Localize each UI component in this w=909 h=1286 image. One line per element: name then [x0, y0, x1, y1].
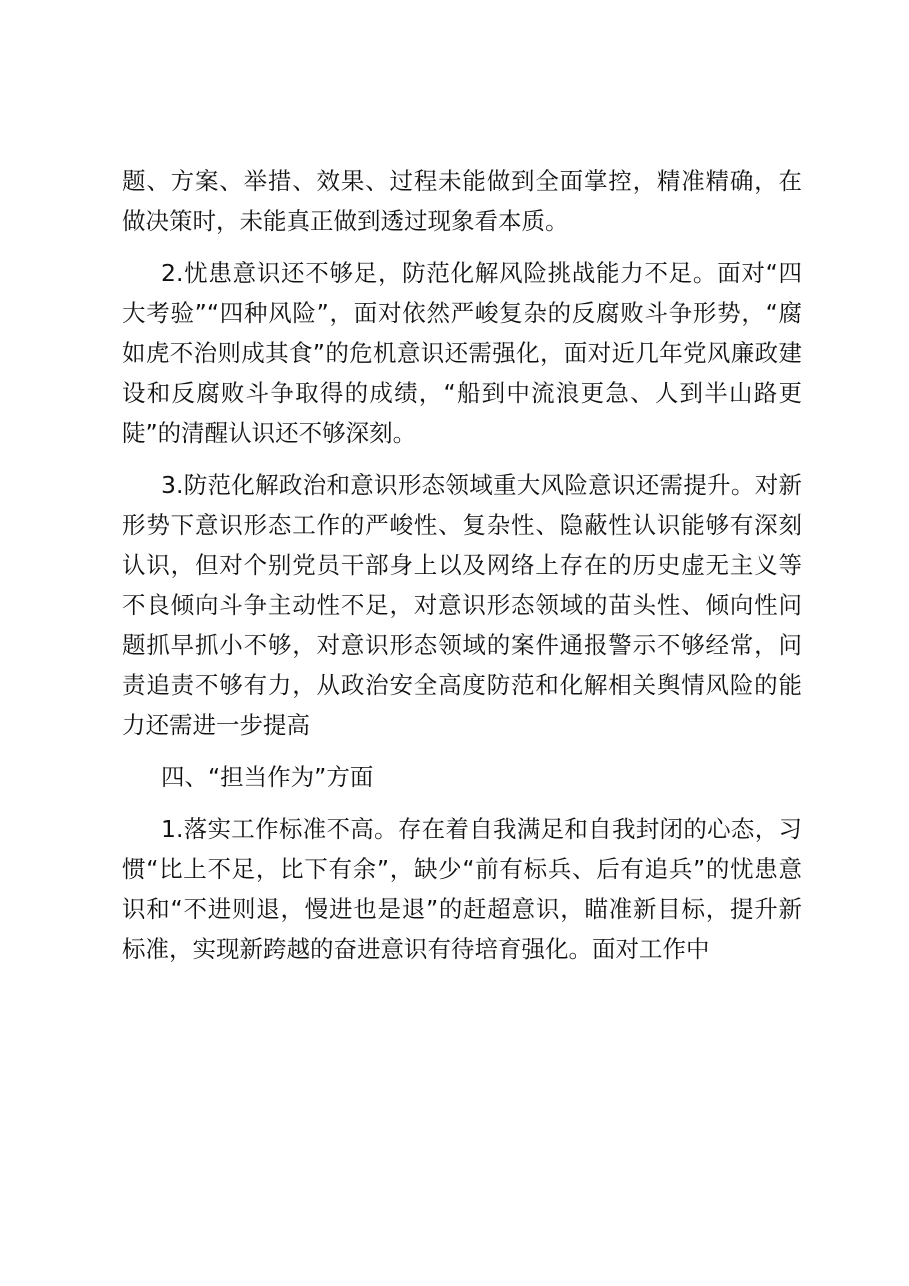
section-heading-4: 四、“担当作为”方面: [161, 763, 374, 791]
paragraph-continuation: 题、方案、举措、效果、过程未能做到全面掌控，精准精确，在做决策时，未能真正做到透过现象看本质。: [122, 167, 802, 235]
paragraph-3: 3.防范化解政治和意识形态领域重大风险意识还需提升。对新形势下意识形态工作的严峻性、复杂性、隐蔽性认识能够有深刻认识，但对个别党员干部身上以及网络上存在的历史虚无主义等不良倾向斗争主动性不足，对意识形态领域的苗头性、倾向性问题抓早抓小不够，对意识形态领域的案件通报警示不够经常，问责追责不够有力，从政治安全高度防范和化解相关舆情风险的能力还需进一步提高: [122, 471, 802, 739]
document-body: [122, 161, 802, 981]
paragraph-4-1: 1.落实工作标准不高。存在着自我满足和自我封闭的心态，习惯“比上不足，比下有余”，缺少“前有标兵、后有追兵”的忧患意识和“不进则退，慢进也是退”的赶超意识，瞄准新目标，提升新标准，实现新跨越的奋进意识有待培育强化。面对工作中: [122, 815, 802, 963]
paragraph-2: 2.忧患意识还不够足，防范化解风险挑战能力不足。面对“四大考验”“四种风险”，面对依然严峻复杂的反腐败斗争形势，“腐如虎不治则成其食”的危机意识还需强化，面对近几年党风廉政建设和反腐败斗争取得的成绩，“船到中流浪更急、人到半山路更陡”的清醒认识还不够深刻。: [122, 259, 802, 447]
